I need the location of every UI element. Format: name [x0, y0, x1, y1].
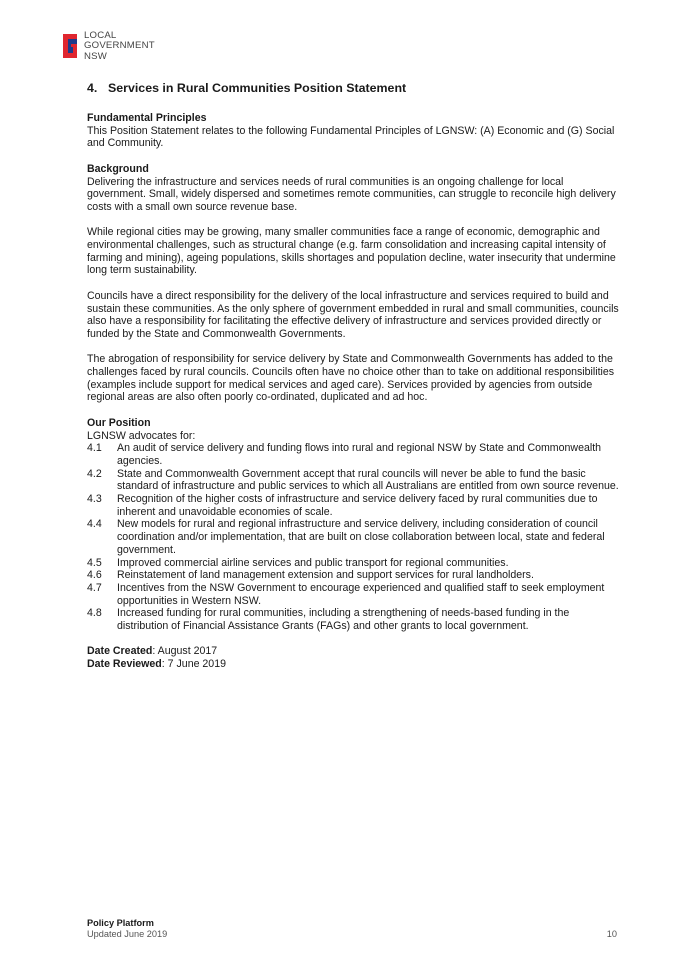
background-paragraph-2: While regional cities may be growing, many smaller communities face a range of economic, demographic and environmental challenges, such as structural change (e.g. farm consolidation and increasing capital intensity of farming and mining), ageing populations, skills shortages and population decline, water insecurity that undermine long term sustainability. [87, 226, 616, 277]
fundamental-principles-heading: Fundamental Principles [87, 112, 207, 124]
our-position-heading: Our Position [87, 416, 151, 429]
item-number: 4.2 [87, 467, 102, 480]
list-item [87, 442, 621, 467]
lgnsw-logo [60, 30, 155, 62]
list-item [87, 518, 621, 556]
date-reviewed-label: Date Reviewed [87, 658, 162, 671]
item-text: Incentives from the NSW Government to encourage experienced and qualified staff to seek employment opportunities in Western NSW. [117, 581, 605, 607]
list-item [87, 582, 621, 607]
item-text: State and Commonwealth Government accept that rural councils will never be able to fund the basic standard of infrastructure and public services to which all Australians are entitled from own source revenue. [117, 467, 619, 493]
list-item [87, 557, 621, 570]
item-number: 4.7 [87, 581, 102, 594]
item-text: Reinstatement of land management extension and support services for rural landholders. [117, 569, 534, 582]
date-reviewed-value: : 7 June 2019 [161, 658, 226, 671]
page-footer [87, 918, 617, 940]
logo-line-1: LOCAL [84, 30, 117, 41]
logo-line-2: GOVERNMENT [84, 40, 155, 52]
item-number: 4.6 [87, 569, 102, 582]
footer-updated: Updated June 2019 [87, 929, 168, 939]
page-number: 10 [606, 929, 617, 939]
logo-wordmark [84, 31, 155, 62]
background-paragraph-1: Delivering the infrastructure and services needs of rural communities is an ongoing challenge for local government. Small, widely dispersed and sometimes remote communities, can struggle to reconcile high delivery costs with a small own source revenue base. [87, 175, 616, 213]
item-number: 4.3 [87, 493, 102, 506]
section-number: 4. [87, 81, 98, 95]
our-position-intro: LGNSW advocates for: [87, 429, 196, 442]
date-created [87, 645, 621, 658]
list-item [87, 468, 621, 493]
document-body [87, 81, 621, 671]
item-text: Increased funding for rural communities, including a strengthening of needs-based funding in the distribution of Financial Assistance Grants (FAGs) and other grants to local government. [117, 607, 570, 633]
date-reviewed [87, 658, 621, 671]
logo-line-3: NSW [84, 50, 107, 62]
date-created-label: Date Created [87, 645, 153, 658]
document-dates [87, 645, 621, 670]
position-list [87, 442, 621, 633]
list-item [87, 569, 621, 582]
item-number: 4.1 [87, 442, 102, 455]
list-item [87, 607, 621, 632]
lgnsw-g-logo-icon [60, 30, 80, 62]
item-number: 4.4 [87, 518, 102, 531]
item-text: An audit of service delivery and funding flows into rural and regional NSW by State and Commonwealth agencies. [117, 442, 602, 467]
item-number: 4.5 [87, 556, 102, 569]
background-paragraph-4: The abrogation of responsibility for service delivery by State and Commonwealth Governments has added to the challenges faced by rural councils. Councils often have no choice other than to take on additional responsibilities (examples include support for medical services and aged care). Services provided by agencies from outside regional areas are also often poorly co-ordinated, duplicated and ad hoc. [87, 353, 615, 404]
date-created-value: : August 2017 [152, 645, 218, 658]
background-heading: Background [87, 162, 149, 175]
footer-title: Policy Platform [87, 918, 154, 928]
section-title-text: Services in Rural Communities Position Statement [108, 81, 407, 95]
background-paragraph-3: Councils have a direct responsibility for the delivery of the local infrastructure and services required to build and sustain these communities. As the only sphere of government embedded in rural and small communities, councils also have a responsibility for facilitating the effective delivery of infrastructure and services provided directly or funded by the State and Commonwealth Governments. [87, 289, 619, 340]
item-text: Recognition of the higher costs of infrastructure and service delivery faced by rural communities due to inherent and unavoidable economies of scale. [117, 493, 598, 518]
item-text: Improved commercial airline services and public transport for regional communities. [117, 556, 509, 569]
item-number: 4.8 [87, 607, 102, 620]
section-title [87, 81, 621, 96]
item-text: New models for rural and regional infrastructure and service delivery, including consideration of council coordination and/or implementation, that are built on close collaboration between local, state and federal government. [117, 518, 605, 556]
fundamental-principles-text: This Position Statement relates to the following Fundamental Principles of LGNSW: (A) Economic and (G) Social and Community. [87, 124, 615, 150]
list-item [87, 493, 621, 518]
